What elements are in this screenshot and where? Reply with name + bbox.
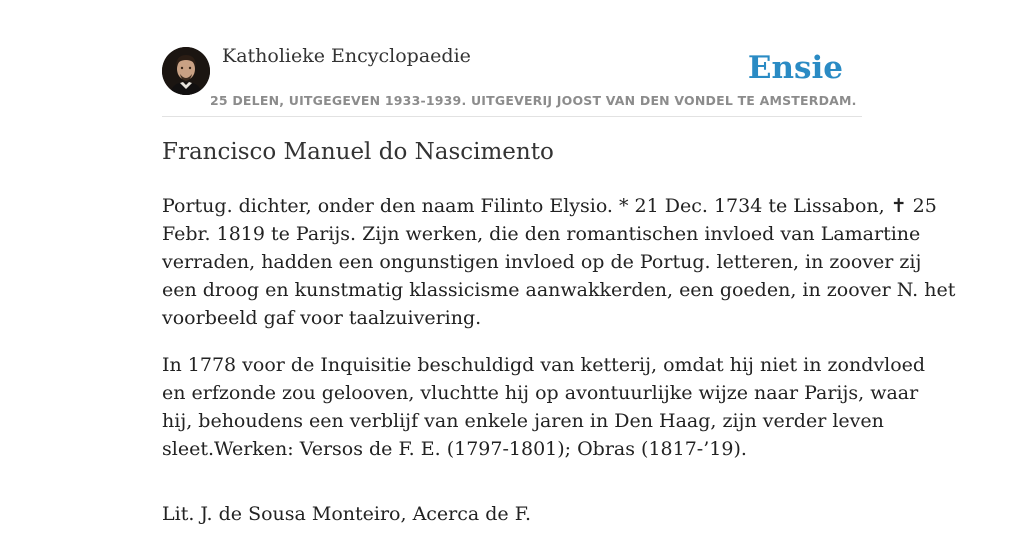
article-body (162, 192, 956, 547)
source-title[interactable]: Katholieke Encyclopaedie (222, 45, 471, 67)
brand-logo[interactable]: Ensie (747, 50, 843, 86)
text-line: verraden, hadden een ongunstigen invloed op de Portug. letteren, in zoover zij (162, 251, 922, 273)
article-title: Francisco Manuel do Nascimento (162, 139, 554, 165)
text-line: voorbeeld gaf voor taalzuivering. (162, 307, 482, 329)
text-line: sleet.Werken: Versos de F. E. (1797-1801); Obras (1817-’19). (162, 438, 747, 460)
paragraph-2 (162, 351, 926, 463)
text-line: In 1778 voor de Inquisitie beschuldigd van ketterij, omdat hij niet in zondvloed (162, 354, 926, 376)
text-line: Portug. dichter, onder den naam Filinto Elysio. * 21 Dec. 1734 te Lissabon, ✝ 25 (162, 195, 937, 217)
text-line: Lit. J. de Sousa Monteiro, Acerca de F. (162, 503, 531, 525)
paragraph-1 (162, 192, 956, 332)
source-meta: 25 DELEN, UITGEGEVEN 1933-1939. UITGEVERIJ JOOST VAN DEN VONDEL TE AMSTERDAM. (210, 93, 857, 108)
source-header (162, 0, 862, 117)
paragraph-literature (162, 500, 862, 528)
text-line: hij, behoudens een verblijf van enkele jaren in Den Haag, zijn verder leven (162, 410, 884, 432)
text-line: Febr. 1819 te Parijs. Zijn werken, die den romantischen invloed van Lamartine (162, 223, 921, 245)
page (162, 0, 956, 525)
text-line: een droog en kunstmatig klassicisme aanwakkerden, een goeden, in zoover N. het (162, 279, 956, 301)
text-line: en erfzonde zou gelooven, vluchtte hij op avontuurlijke wijze naar Parijs, waar (162, 382, 919, 404)
portrait-avatar-icon[interactable] (162, 47, 210, 95)
